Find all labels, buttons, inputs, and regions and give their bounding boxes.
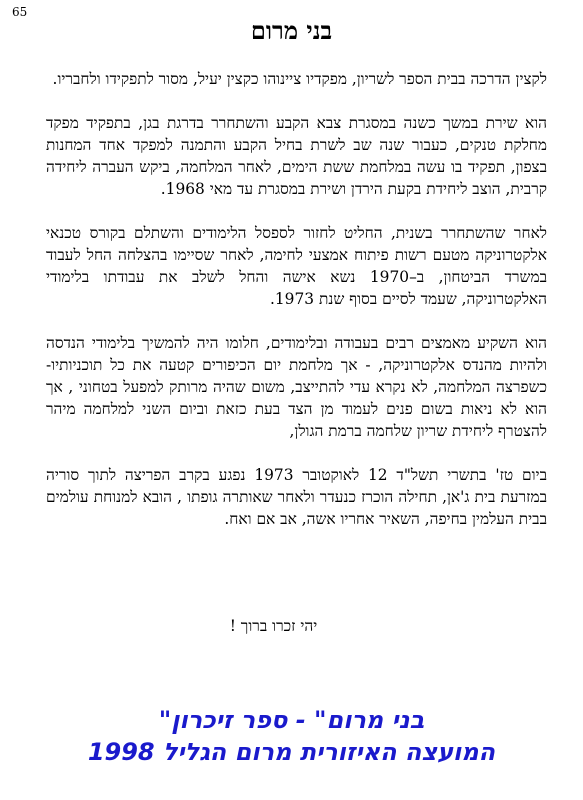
book-footer bbox=[0, 704, 583, 768]
paragraph-3: לאחר שהשתחרר בשנית, החליט לחזור לספסל הלימודים והשתלם בקורס טכנאי אלקטרוניקה מטעם רשות פיתוח אמצעי לחימה, לאחר שסיימו בהצלחה החל לעבוד במשרד הביטחון, ב–1970 נשא אישה והחל לשלב את עבודתו בלימודי האלקטרוניקה, שעמד לסיים בסוף שנת 1973. bbox=[46, 224, 547, 308]
footer-book-title: בני מרום" - ספר זיכרון" bbox=[158, 706, 425, 734]
page-title: בני מרום bbox=[250, 16, 333, 45]
footer-council: המועצה האיזורית מרום הגליל 1998 bbox=[87, 738, 496, 766]
memorial-text bbox=[46, 68, 547, 552]
paragraph-2: הוא שירת במשך כשנה במסגרת צבא הקבע והשתחרר בדרגת בגן, בתפקיד מפקד מחלקת טנקים, כעבור שנה שב לשרת בחיל הקבע והתמנה למפקד אחד המחנות בצפון, תפקיד בו עשה במלחמת ששת הימים, לאחר המלחמה, ביקש העברה ליחידה קרבית, הוצב ליחידת בקעת הירדן ושירת במסגרת עד מאי 1968. bbox=[46, 114, 547, 198]
page-number: 65 bbox=[12, 5, 28, 19]
paragraph-1: לקצין הדרכה בבית הספר לשריון, מפקדיו ציינוהו כקצין יעיל, מסור לתפקידו ולחבריו. bbox=[52, 70, 547, 88]
closing-line bbox=[0, 617, 547, 636]
closing-text: יהי זכרו ברוך ! bbox=[229, 617, 318, 635]
paragraph-5: ביום טז' בתשרי תשל"ד 12 לאוקטובר 1973 נפגע בקרב הפריצה לתוך סוריה במזרעת בית ג'אן, תחילה הוכרז כנעדר ולאחר שאותרה גופתו , הובא למנוחת עולמים בבית העלמין בחיפה, השאיר אחריו אשה, אב אם ואח. bbox=[46, 466, 547, 528]
paragraph-4: הוא השקיע מאמצים רבים בעבודה ובלימודים, חלומו היה להמשיך בלימודי הנדסה ולהיות מהנדס אלקטרוניקה, - אך מלחמת יום הכיפורים קטעה את כל תוכניותיו- כשפרצה המלחמה, לא נקרא עדי להתייצב, משום שהיה מרותק למפעל בטחוני , אך הוא לא ניאות בשום פנים לעמוד מן הצד בעת כזאת וביום השני למלחמה מיהר להצטרף ליחידת שריון שלחמה ברמת הגולן, bbox=[46, 334, 547, 440]
